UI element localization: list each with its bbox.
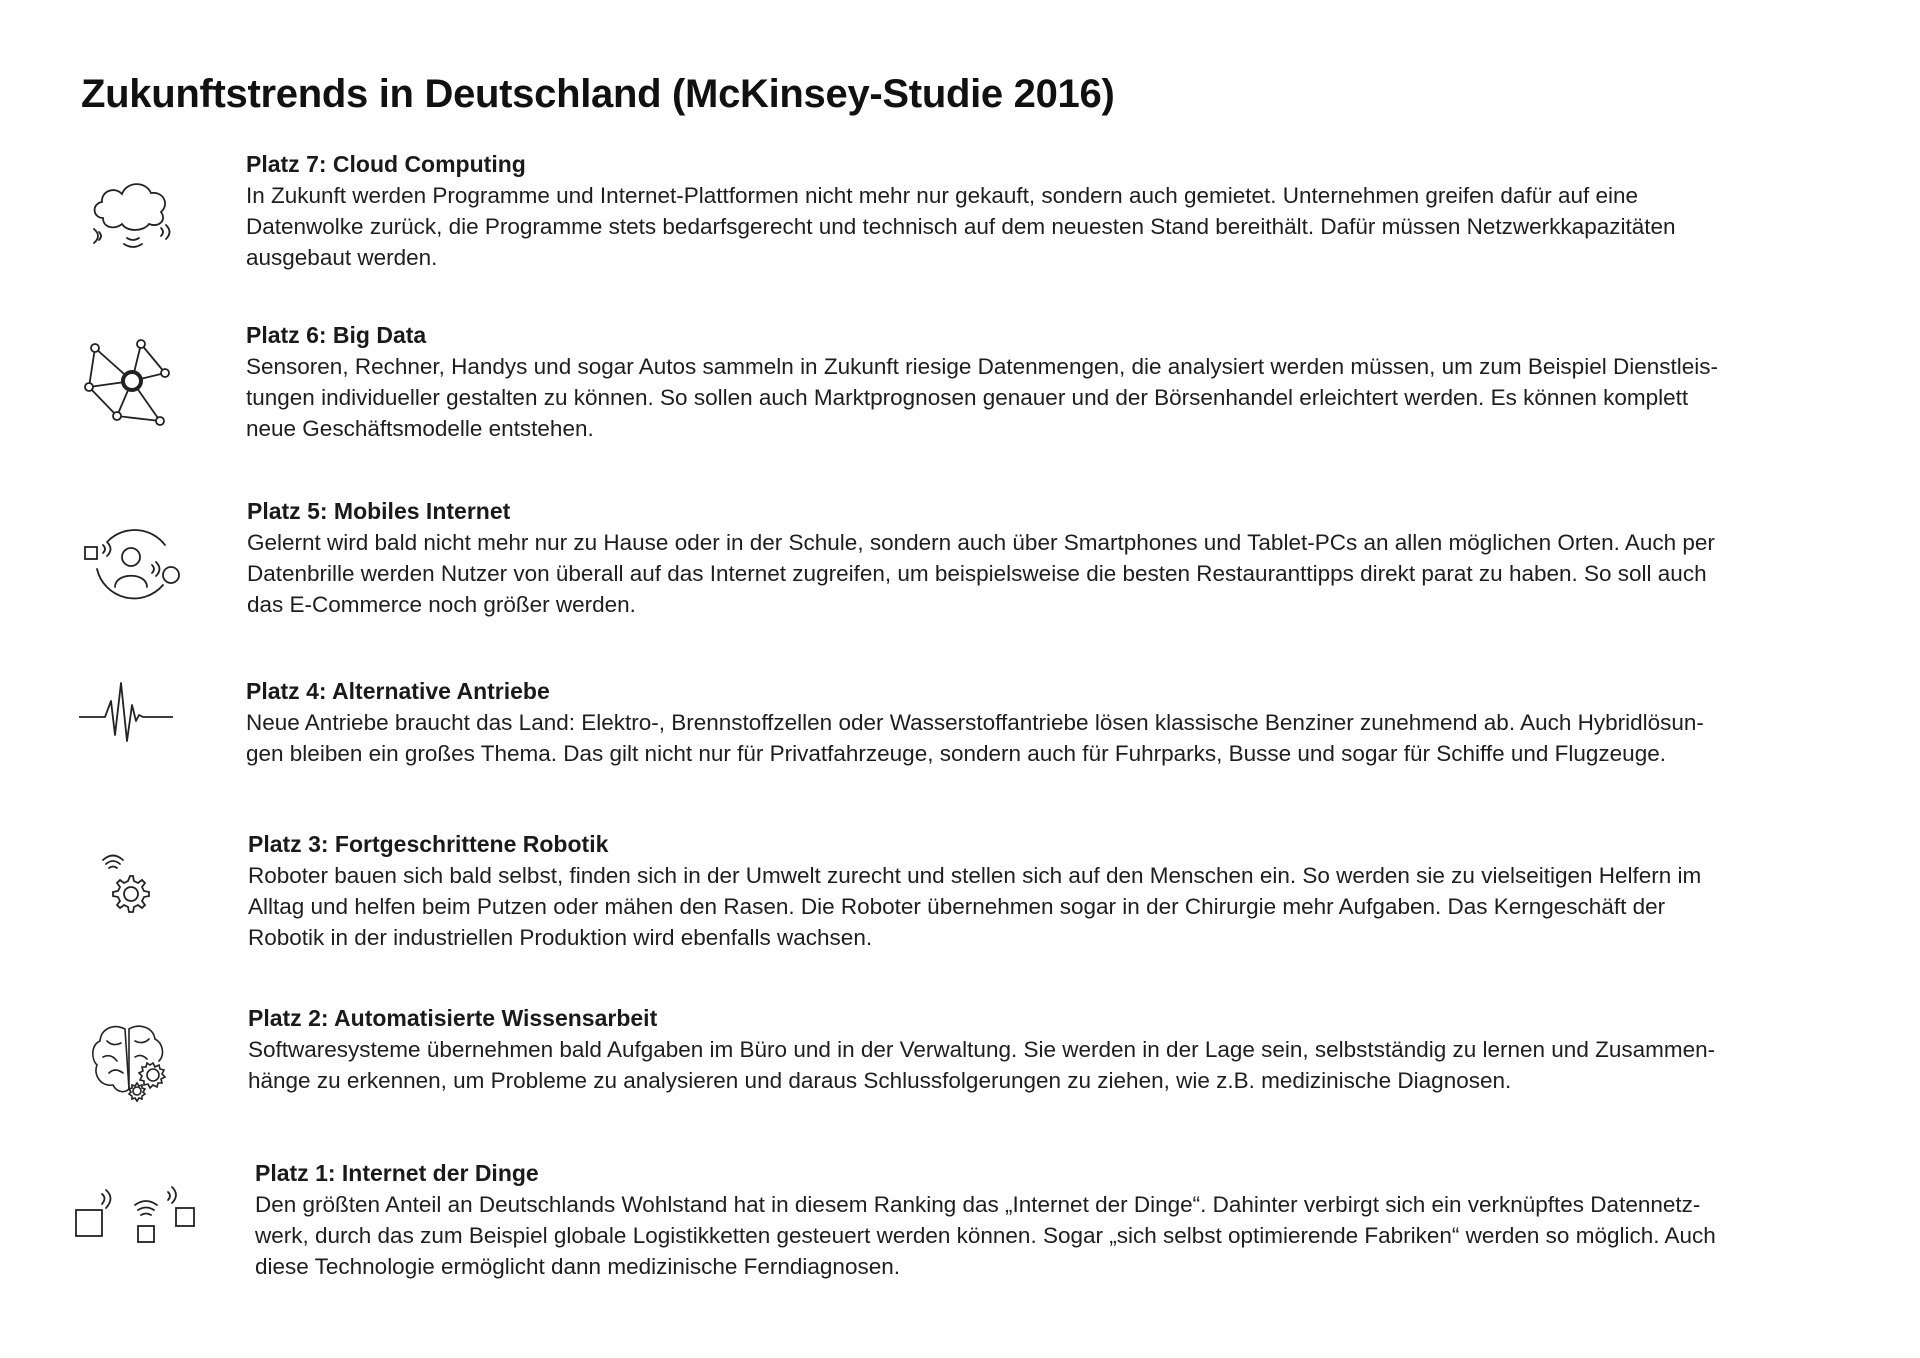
trend-heading: Platz 7: Cloud Computing xyxy=(246,151,526,177)
trend-line: Robotik in der industriellen Produktion wird ebenfalls wachsen. xyxy=(248,925,873,950)
trend-line: Gelernt wird bald nicht mehr nur zu Hause oder in der Schule, sondern auch über Smartphones und Tablet-PCs an allen möglichen Orten. Auch per xyxy=(247,530,1715,555)
trend-line: diese Technologie ermöglicht dann medizinische Ferndiagnosen. xyxy=(255,1254,900,1279)
trend-text xyxy=(246,149,1896,273)
trend-line: Neue Antriebe braucht das Land: Elektro-, Brennstoffzellen oder Wasserstoffantriebe lösen klassische Benziner zunehmend ab. Auch Hybridlösun- xyxy=(246,710,1704,735)
pulse-wave-icon xyxy=(75,665,185,775)
trend-line: Datenwolke zurück, die Programme stets bedarfsgerecht und technisch auf dem neuesten Stand bereithält. Dafür müssen Netzwerkkapazitäten xyxy=(246,214,1676,239)
trend-heading: Platz 2: Automatisierte Wissensarbeit xyxy=(248,1005,658,1031)
trend-text xyxy=(247,496,1897,620)
trend-line: Softwaresysteme übernehmen bald Aufgaben im Büro und in der Verwaltung. Sie werden in der Lage sein, selbstständig zu lernen und Zusammen- xyxy=(248,1037,1716,1062)
trend-line: Roboter bauen sich bald selbst, finden sich in der Umwelt zurecht und stellen sich auf den Menschen ein. So werden sie zu vielseitigen Helfern im xyxy=(248,863,1702,888)
trend-heading: Platz 3: Fortgeschrittene Robotik xyxy=(248,831,609,857)
trend-heading: Platz 6: Big Data xyxy=(246,322,427,348)
trend-line: Datenbrille werden Nutzer von überall auf das Internet zugreifen, um beispielsweise die besten Restauranttipps direkt parat zu haben. So soll auch xyxy=(247,561,1707,586)
trend-text xyxy=(246,676,1896,769)
trend-heading: Platz 5: Mobiles Internet xyxy=(247,498,511,524)
trend-text xyxy=(248,829,1898,953)
trend-line: In Zukunft werden Programme und Internet-Plattformen nicht mehr nur gekauft, sondern auch gemietet. Unternehmen greifen dafür auf eine xyxy=(246,183,1639,208)
trend-text xyxy=(255,1158,1905,1282)
page-title: Zukunftstrends in Deutschland (McKinsey-Studie 2016) xyxy=(81,72,1115,116)
trend-text xyxy=(248,1003,1898,1096)
trend-line: ausgebaut werden. xyxy=(246,245,438,270)
big-data-network-icon xyxy=(75,330,185,440)
trend-line: tungen individueller gestalten zu können. So sollen auch Marktprognosen genauer und der Börsenhandel erleichtert werden. Es können komplett xyxy=(246,385,1689,410)
trend-text xyxy=(246,320,1896,444)
trend-line: werk, durch das zum Beispiel globale Logistikketten gesteuert werden können. Sogar „sich selbst optimierende Fabriken“ werden so möglich. Auch xyxy=(255,1223,1716,1248)
cloud-computing-icon xyxy=(75,160,185,270)
brain-gears-icon xyxy=(75,1005,185,1115)
trend-line: hänge zu erkennen, um Probleme zu analysieren und daraus Schlussfolgerungen zu ziehen, wie z.B. medizinische Diagnosen. xyxy=(248,1068,1512,1093)
trend-line: das E-Commerce noch größer werden. xyxy=(247,592,636,617)
robotics-gear-icon xyxy=(75,838,185,948)
mobile-internet-user-icon xyxy=(75,505,185,615)
trend-line: gen bleiben ein großes Thema. Das gilt nicht nur für Privatfahrzeuge, sondern auch für Fuhrparks, Busse und sogar für Schiffe und Flugzeuge. xyxy=(246,741,1666,766)
trend-line: Alltag und helfen beim Putzen oder mähen den Rasen. Die Roboter übernehmen sogar in der Chirurgie mehr Aufgaben. Das Kerngeschäft der xyxy=(248,894,1666,919)
trend-heading: Platz 1: Internet der Dinge xyxy=(255,1160,539,1186)
trend-heading: Platz 4: Alternative Antriebe xyxy=(246,678,550,704)
internet-of-things-icon xyxy=(72,1170,202,1280)
trend-line: Den größten Anteil an Deutschlands Wohlstand hat in diesem Ranking das „Internet der Dinge“. Dahinter verbirgt sich ein verknüpftes Datennetz- xyxy=(255,1192,1701,1217)
trend-line: neue Geschäftsmodelle entstehen. xyxy=(246,416,594,441)
trend-line: Sensoren, Rechner, Handys und sogar Autos sammeln in Zukunft riesige Datenmengen, die analysiert werden müssen, um zum Beispiel Dienstleis- xyxy=(246,354,1718,379)
